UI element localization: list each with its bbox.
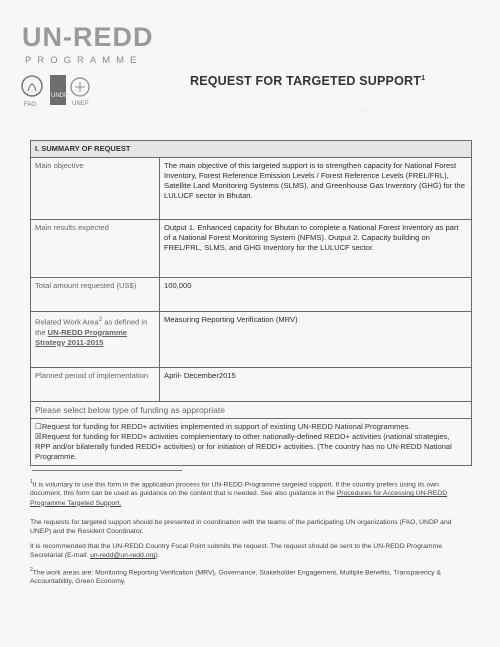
table-row <box>31 278 472 312</box>
funding-option-text: Request for funding for REDD+ activities complementary to other nationally-defined REDD+ activities (national strategies, RPP and/or bilaterally funded REDD+ activities) or for initiation of REDD+ activities. (The country has no UN-REDD National Programme. <box>35 432 452 461</box>
funding-prompt-row <box>31 402 472 419</box>
table-row <box>31 158 472 220</box>
secretariat-email-link[interactable]: un-redd@un-redd.org <box>90 552 156 560</box>
row-label: Planned period of implementation <box>31 368 160 402</box>
unep-logo-icon <box>71 78 89 107</box>
footnote-1 <box>30 478 470 508</box>
section-header-row <box>31 141 472 158</box>
unep-label: UNEP <box>72 101 89 107</box>
footnote-text: It is voluntary to use this form in the application process for UN-REDD Programme targeted support. If the country prefers using its own document, this form can be used as guidance on the content that is needed. See also guidance in the <box>30 481 439 498</box>
footnote-divider <box>32 470 182 471</box>
row-value: Output 1. Enhanced capacity for Bhutan to complete a National Forest Inventory as part of a National Forest Monitoring System (NFMS). Output 2. Capacity building on FREL/FRL, SLMS, and GHG Inventory for the LULUCF sector. <box>160 220 472 278</box>
un-redd-logo-text: UN-REDD <box>22 22 154 52</box>
row-label: Main results expected <box>31 220 160 278</box>
row-value: April- December2015 <box>160 368 472 402</box>
undp-logo-icon <box>50 75 68 105</box>
footnote-marker: 2 <box>98 316 103 323</box>
agency-logos <box>20 73 130 121</box>
row-label-text: as defined in the <box>35 317 148 337</box>
row-label <box>31 312 160 368</box>
scan-mark: · · <box>360 108 366 114</box>
undp-label: UNDP <box>51 93 69 99</box>
funding-option <box>35 422 467 432</box>
footnote-text: The work areas are: Monitoring Reporting Verification (MRV), Governance, Stakeholder Engagement, Multiple Benefits, Transparency & Accountability, Green Economy. <box>30 569 442 586</box>
title-text: REQUEST FOR TARGETED SUPPORT <box>190 74 422 88</box>
checkbox-unchecked[interactable]: ☐ <box>35 422 42 431</box>
row-label: Total amount requested (US$) <box>31 278 160 312</box>
funding-option-text: Request for funding for REDD+ activities implemented in support of existing UN-REDD National Programmes. <box>41 422 411 431</box>
footnote-text: It is recommended that the UN-REDD Country Focal Point submits the request. The request should be sent to the UN-REDD Programme Secretariat (E-mail: <box>30 543 443 560</box>
footnote-1-para-3 <box>30 542 470 560</box>
title-footnote-marker: 1 <box>421 74 426 82</box>
row-label-text: Related Work Area <box>35 317 99 327</box>
fao-label: FAO <box>24 102 37 108</box>
funding-option <box>35 432 467 462</box>
footnote-1-para-2: The requests for targeted support should be presented in coordination with the teams of the participating UN organizations (FAO, UNDP and UNEP) and the Resident Coordinator. <box>30 519 452 536</box>
footnote-text: ). <box>155 552 160 560</box>
footnote-number: 2 <box>30 567 33 573</box>
table-row <box>31 312 472 368</box>
row-value: 100,000 <box>160 278 472 312</box>
funding-options-row <box>31 419 472 466</box>
checkbox-checked[interactable]: ☒ <box>35 432 42 441</box>
programme-logo-text: PROGRAMME <box>25 55 143 66</box>
row-label: Main objective <box>31 158 160 220</box>
footnote-2 <box>30 566 470 587</box>
document-title <box>190 74 425 88</box>
row-value: The main objective of this targeted support is to strengthen capacity for National Forest Inventory, Forest Reference Emission Levels / Forest Reference Levels (FREL/FRL), Satellite Land Monitoring Systems (SLMS), and Greenhouse Gas Inventory (GHG) for the LULUCF sector in Bhutan. <box>160 158 472 220</box>
table-row <box>31 220 472 278</box>
procedures-link[interactable]: Procedures for Accessing UN-REDD Programme Targeted Support. <box>30 490 448 507</box>
table-row <box>31 368 472 402</box>
strategy-link[interactable]: UN-REDD Programme Strategy 2011-2015 <box>35 327 127 347</box>
funding-options <box>31 419 472 466</box>
funding-prompt: Please select below type of funding as appropriate <box>31 402 472 419</box>
footnote-number: 1 <box>30 479 33 485</box>
section-header: I. SUMMARY OF REQUEST <box>31 141 472 158</box>
summary-table <box>30 140 472 466</box>
row-value: Measuring Reporting Verification (MRV) <box>160 312 472 368</box>
fao-logo-icon <box>22 76 42 108</box>
